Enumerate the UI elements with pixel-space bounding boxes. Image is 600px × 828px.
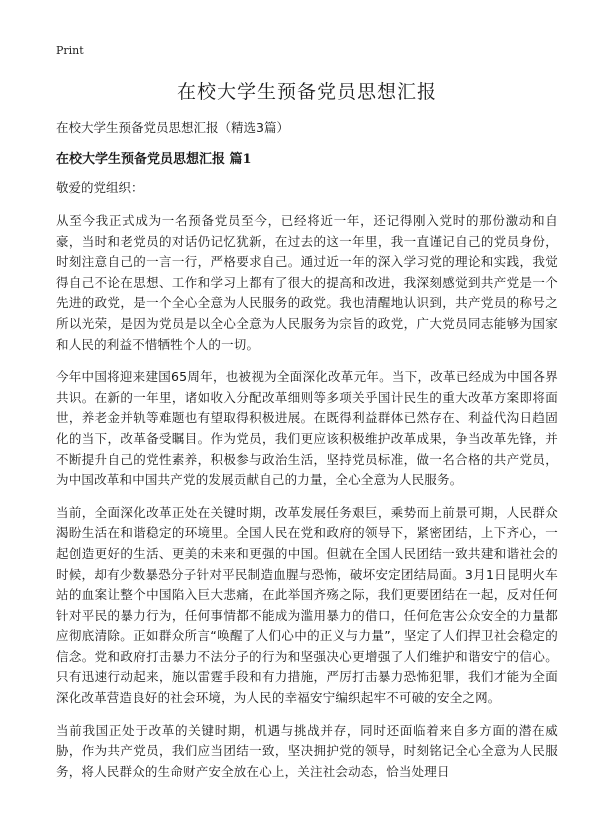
paragraph-4: 当前我国正处于改革的关键时期，机遇与挑战并存，同时还面临着来自多方面的潜在威胁，作为共产党员，我们应当团结一致，坚决拥护党的领导，时刻铭记全心全意为人民服务，将人民群众的生命财产安全放在心上，关注社会动态，恰当处理日 xyxy=(56,722,558,779)
salutation: 敬爱的党组织： xyxy=(56,180,144,195)
paragraph-1: 从至今我正式成为一名预备党员至今，已经将近一年，还记得刚入党时的那份激动和自豪，当时和老党员的对话仍记忆犹新，在过去的这一年里，我一直谨记自己的党员身份，时刻注意自己的一言一行，严格要求自己。通过近一年的深入学习党的理论和实践，我觉得自己不论在思想、工作和学习上都有了很大的提高和改进，我深刻感觉到共产党是一个先进的政党，是一个全心全意为人民服务的政党。我也清醒地认识到，共产党员的称号之所以光荣，是因为党员是以全心全意为人民服务为宗旨的政党，广大党员同志能够为国家和人民的利益不惜牺牲个人的一切。 xyxy=(56,213,558,352)
document-subtitle: 在校大学生预备党员思想汇报（精选3篇） xyxy=(56,120,289,135)
paragraph-2: 今年中国将迎来建国65周年，也被视为全面深化改革元年。当下，改革已经成为中国各界共识。在新的一年里，诸如收入分配改革细则等多项关乎国计民生的重大改革方案即将面世，养老金并轨等难题也有望取得积极进展。在既得利益群体已然存在、利益代沟日趋固化的当下，改革备受瞩目。作为党员，我们更应该积极维护改革成果，争当改革先锋，并不断提升自己的党性素养，积极参与政治生活，坚持党员标准，做一名合格的共产党员，为中国改革和中国共产党的发展贡献自己的力量，全心全意为人民服务。 xyxy=(56,369,558,488)
section-heading: 在校大学生预备党员思想汇报 篇1 xyxy=(56,152,252,167)
document-title: 在校大学生预备党员思想汇报 xyxy=(176,81,437,103)
print-link[interactable]: Print xyxy=(56,44,84,57)
paragraph-3: 当前，全面深化改革正处在关键时期，改革发展任务艰巨，乘势而上前景可期，人民群众渴盼生活在和谐稳定的环境里。全国人民在党和政府的领导下，紧密团结，上下齐心，一起创造更好的生活、更美的未来和更强的中国。但就在全国人民团结一致共建和谐社会的时候，却有少数暴恐分子针对平民制造血腥与恐怖，破坏安定团结局面。3月1日昆明火车站的血案让整个中国陷入巨大悲痛，在此举国齐殇之际，我们更要团结在一起，反对任何针对平民的暴力行为，任何事情都不能成为滥用暴力的借口，任何危害公众安全的力量都应彻底清除。正如群众所言“唤醒了人们心中的正义与力量”，坚定了人们捍卫社会稳定的信念。党和政府打击暴力不法分子的行为和坚强决心更增强了人们维护和谐安宁的信心。只有迅速行动起来，施以雷霆手段和有力措施，严厉打击暴力恐怖犯罪，我们才能为全面深化改革营造良好的社会环境，为人民的幸福安宁编织起牢不可破的安全之网。 xyxy=(56,504,558,706)
